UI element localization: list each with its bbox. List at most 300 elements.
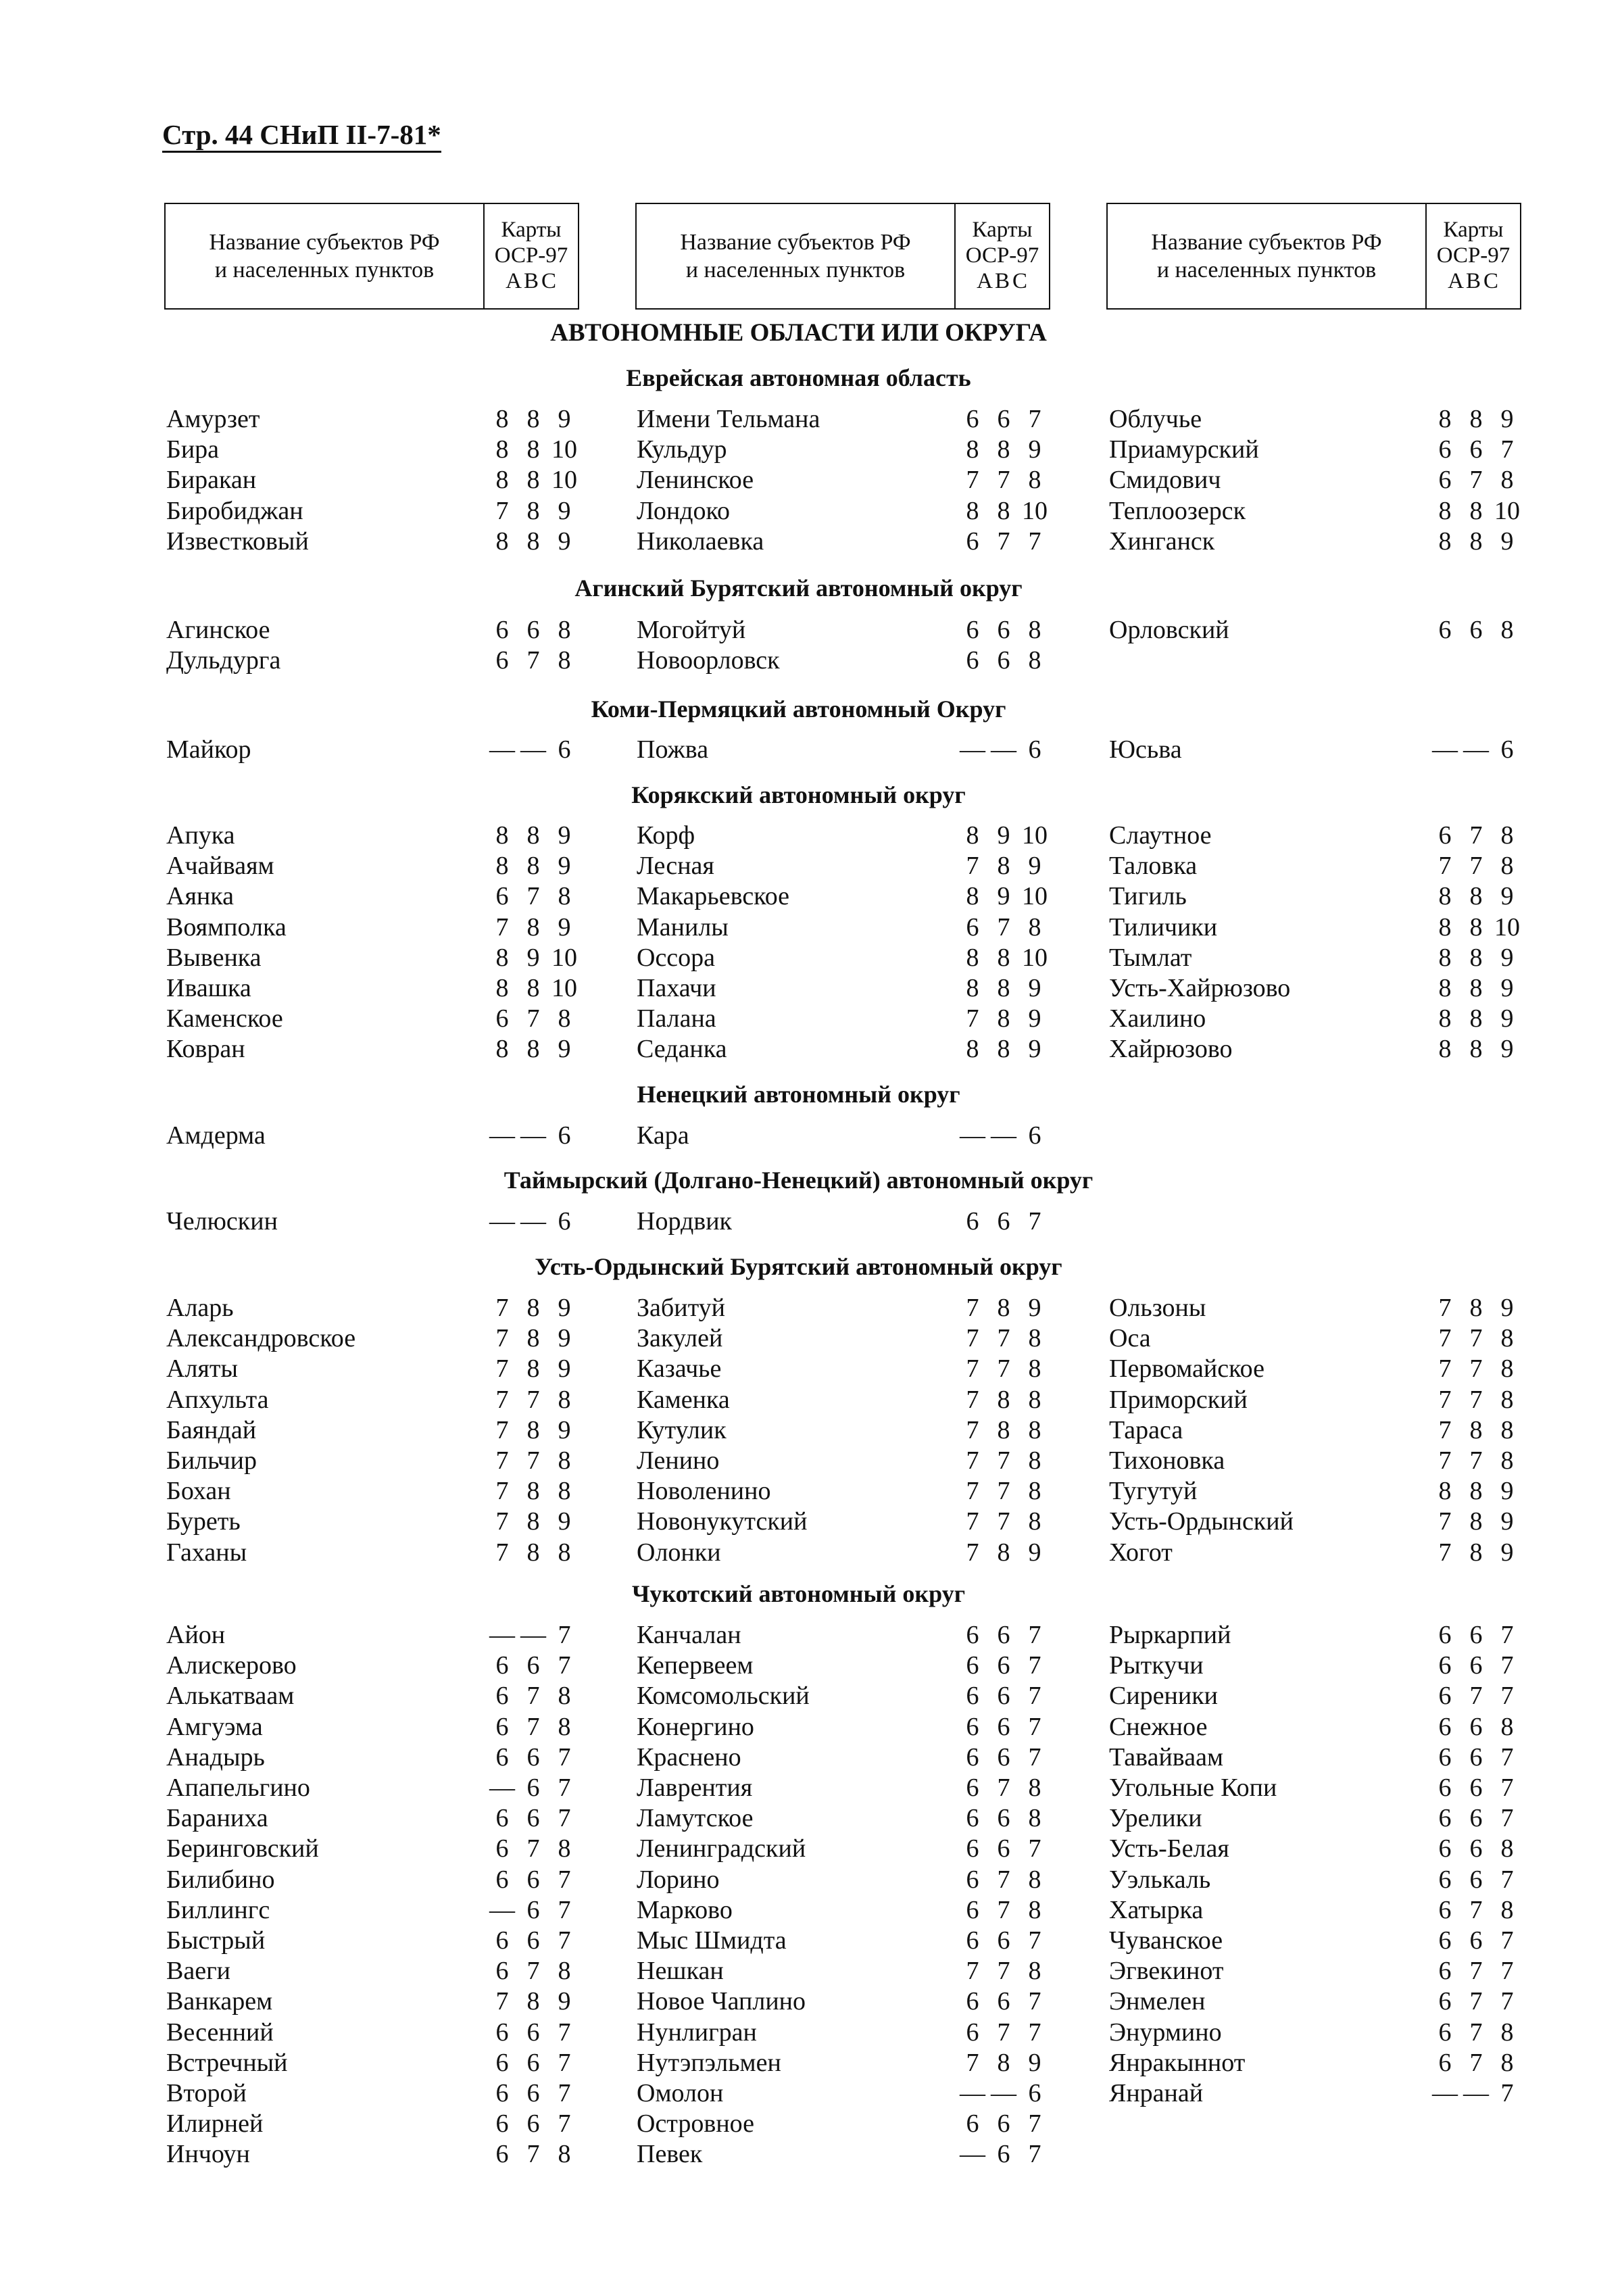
map-a-value: 8 — [495, 1035, 509, 1064]
map-a-value: 6 — [495, 1004, 509, 1033]
map-b-value: 6 — [526, 1804, 540, 1833]
map-c-value: 9 — [558, 405, 571, 433]
map-b-value: 7 — [526, 1712, 540, 1741]
map-c-value: 6 — [1028, 2079, 1041, 2107]
map-a-value: 6 — [495, 2079, 509, 2107]
map-b-value: 7 — [526, 882, 540, 911]
header-name-cell — [164, 203, 485, 310]
map-a-value: 6 — [495, 2140, 509, 2169]
settlement-name: Энмелен — [1109, 1987, 1206, 2016]
map-b-value: 7 — [1469, 1957, 1483, 1986]
map-b-value: 9 — [997, 821, 1010, 850]
map-c-value: 7 — [558, 1651, 571, 1680]
map-a-value: — — [489, 1774, 515, 1802]
map-a-value: — — [960, 735, 985, 764]
map-b-value: 8 — [526, 1324, 540, 1353]
map-c-value: 9 — [1028, 2048, 1041, 2077]
map-b-value: 7 — [997, 527, 1010, 556]
map-c-value: 8 — [1028, 1385, 1041, 1414]
map-c-value: 9 — [558, 1987, 571, 2016]
header-maps-line2: ОСР-97 — [965, 243, 1039, 268]
map-b-value: 6 — [1469, 1834, 1483, 1863]
settlement-name: Известковый — [166, 527, 309, 556]
map-c-value: 7 — [1028, 1682, 1041, 1711]
map-b-value: — — [991, 1121, 1016, 1150]
map-b-value: 7 — [526, 1834, 540, 1863]
map-a-value: 8 — [495, 435, 509, 464]
table-row — [637, 1446, 1069, 1476]
map-c-value: 9 — [558, 496, 571, 525]
header-maps-line1: Карты — [1443, 218, 1504, 243]
settlement-name: Алькатваам — [166, 1682, 295, 1711]
map-a-value: 7 — [966, 1385, 979, 1414]
settlement-name: Кепервеем — [637, 1651, 754, 1680]
settlement-name: Бира — [166, 435, 220, 464]
map-c-value: 7 — [1500, 2079, 1514, 2107]
map-c-value: 7 — [1028, 2109, 1041, 2139]
map-b-value: 6 — [526, 1742, 540, 1772]
section-title: Усть-Ордынский Бурятский автономный округ — [535, 1253, 1062, 1280]
table-row — [637, 1507, 1069, 1537]
map-a-value: — — [489, 1895, 515, 1924]
map-a-value: 6 — [966, 2109, 979, 2139]
map-b-value: 7 — [1469, 1682, 1483, 1711]
map-c-value: 8 — [1500, 1385, 1514, 1414]
map-c-value: 8 — [558, 882, 571, 911]
map-b-value: 6 — [1469, 435, 1483, 464]
settlement-name: Смидович — [1109, 466, 1221, 495]
map-c-value: 9 — [558, 1324, 571, 1353]
map-a-value: 6 — [966, 1742, 979, 1772]
map-a-value: 7 — [966, 1004, 979, 1033]
map-b-value: 8 — [526, 821, 540, 850]
map-a-value: — — [960, 1121, 985, 1150]
table-row — [637, 1865, 1069, 1895]
settlement-name: Аларь — [166, 1294, 234, 1322]
map-a-value: 7 — [1438, 1324, 1452, 1353]
map-b-value: 8 — [997, 2048, 1010, 2077]
map-c-value: 8 — [1028, 466, 1041, 495]
map-b-value: 6 — [1469, 616, 1483, 644]
map-b-value: 8 — [1469, 882, 1483, 911]
map-a-value: 8 — [966, 496, 979, 525]
map-a-value: 8 — [966, 1035, 979, 1064]
map-a-value: 8 — [1438, 912, 1452, 942]
map-a-value: 8 — [1438, 1035, 1452, 1064]
map-b-value: 8 — [526, 1477, 540, 1506]
map-a-value: 6 — [966, 616, 979, 644]
map-b-value: 7 — [526, 646, 540, 675]
map-b-value: 7 — [997, 1774, 1010, 1802]
map-b-value: 6 — [997, 1682, 1010, 1711]
map-a-value: 8 — [966, 974, 979, 1002]
table-row — [637, 1415, 1069, 1446]
map-b-value: 6 — [997, 616, 1010, 644]
settlement-name: Аянка — [166, 882, 235, 911]
table-row — [1109, 465, 1542, 495]
table-row — [166, 1865, 599, 1895]
table-row — [166, 1476, 599, 1507]
map-a-value: 6 — [966, 1682, 979, 1711]
map-a-value: 7 — [966, 1507, 979, 1536]
map-a-value: 6 — [1438, 2048, 1452, 2077]
map-c-value: 7 — [558, 1804, 571, 1833]
map-a-value: 8 — [1438, 527, 1452, 556]
map-a-value: 6 — [966, 1621, 979, 1649]
map-c-value: 7 — [1028, 527, 1041, 556]
map-c-value: 8 — [1028, 1957, 1041, 1986]
table-row — [1109, 912, 1542, 943]
map-b-value: 7 — [997, 1446, 1010, 1475]
map-a-value: 7 — [495, 1385, 509, 1414]
map-b-value: 8 — [997, 496, 1010, 525]
settlement-name: Нунлигран — [637, 2018, 757, 2047]
header-name-line2: и населенных пунктов — [1156, 258, 1377, 283]
map-a-value: 8 — [1438, 1477, 1452, 1506]
map-c-value: 7 — [558, 2109, 571, 2139]
table-row — [637, 1834, 1069, 1864]
map-c-value: 7 — [558, 2079, 571, 2107]
settlement-name: Каменка — [637, 1385, 730, 1414]
map-c-value: 8 — [1028, 912, 1041, 942]
settlement-name: Пахачи — [637, 974, 716, 1002]
map-a-value: 6 — [495, 2048, 509, 2077]
map-a-value: 7 — [1438, 1446, 1452, 1475]
map-b-value: 7 — [1469, 821, 1483, 850]
table-row — [1109, 1446, 1542, 1476]
table-row — [166, 2109, 599, 2139]
map-c-value: 8 — [1028, 1477, 1041, 1506]
map-c-value: 9 — [1500, 1294, 1514, 1322]
table-row — [166, 1926, 599, 1956]
map-b-value: 8 — [1469, 1507, 1483, 1536]
map-a-value: 7 — [495, 1446, 509, 1475]
table-row — [637, 1385, 1069, 1415]
settlement-name: Инчоун — [166, 2140, 250, 2169]
settlement-name: Амдерма — [166, 1121, 266, 1150]
map-a-value: 7 — [966, 1446, 979, 1475]
map-c-value: 8 — [1028, 646, 1041, 675]
settlement-name: Илирней — [166, 2109, 264, 2139]
map-a-value: 7 — [966, 466, 979, 495]
map-b-value: 8 — [997, 1415, 1010, 1444]
table-row — [166, 2018, 599, 2048]
map-a-value: 7 — [1438, 1415, 1452, 1444]
map-b-value: 7 — [1469, 1895, 1483, 1924]
settlement-name: Янракыннот — [1109, 2048, 1246, 2077]
map-c-value: 7 — [1028, 1834, 1041, 1863]
settlement-name: Биракан — [166, 466, 257, 495]
map-c-value: 7 — [1500, 1742, 1514, 1772]
table-row — [1109, 1865, 1542, 1895]
table-row — [1109, 1004, 1542, 1034]
map-b-value: 7 — [997, 1957, 1010, 1986]
settlement-name: Корф — [637, 821, 695, 850]
settlement-name: Бараниха — [166, 1804, 268, 1833]
map-c-value: 8 — [1500, 1834, 1514, 1863]
settlement-name: Рыткучи — [1109, 1651, 1204, 1680]
map-a-value: 7 — [495, 1324, 509, 1353]
table-row — [1109, 1895, 1542, 1926]
header-name-cell — [1106, 203, 1427, 310]
map-c-value: 8 — [558, 2140, 571, 2169]
map-b-value: 6 — [1469, 1712, 1483, 1741]
header-map-a: A — [977, 268, 993, 293]
map-b-value: 7 — [526, 1004, 540, 1033]
map-a-value: 6 — [495, 882, 509, 911]
table-row — [637, 1681, 1069, 1711]
table-row — [1109, 1323, 1542, 1354]
table-row — [637, 1620, 1069, 1651]
settlement-name: Алискерово — [166, 1651, 297, 1680]
map-a-value: 6 — [1438, 1742, 1452, 1772]
settlement-name: Усть-Хайрюзово — [1109, 974, 1291, 1002]
settlement-name: Оссора — [637, 943, 716, 972]
map-b-value: 7 — [1469, 852, 1483, 881]
table-row — [637, 2018, 1069, 2048]
map-b-value: 7 — [526, 1682, 540, 1711]
map-c-value: 7 — [558, 1926, 571, 1955]
map-b-value: 8 — [526, 974, 540, 1002]
map-a-value: 7 — [966, 1354, 979, 1384]
settlement-name: Краснено — [637, 1742, 741, 1772]
map-c-value: 6 — [1500, 735, 1514, 764]
map-b-value: 7 — [1469, 466, 1483, 495]
map-b-value: 8 — [1469, 1415, 1483, 1444]
map-c-value: 10 — [1022, 943, 1048, 972]
table-row — [1109, 2048, 1542, 2078]
table-row — [166, 1712, 599, 1742]
table-row — [1109, 1803, 1542, 1834]
map-c-value: 7 — [1028, 1207, 1041, 1236]
map-a-value: 7 — [1438, 852, 1452, 881]
map-a-value: — — [960, 2079, 985, 2107]
map-c-value: 7 — [1028, 1742, 1041, 1772]
table-row — [637, 821, 1069, 851]
map-a-value: 6 — [495, 1865, 509, 1894]
settlement-name: Ваеги — [166, 1957, 230, 1986]
map-c-value: 7 — [558, 1742, 571, 1772]
table-row — [637, 1004, 1069, 1034]
settlement-name: Таловка — [1109, 852, 1198, 881]
map-a-value: 7 — [495, 1354, 509, 1384]
table-row — [1109, 527, 1542, 557]
map-a-value: 6 — [1438, 1621, 1452, 1649]
map-c-value: 8 — [1028, 616, 1041, 644]
map-c-value: 8 — [1500, 2048, 1514, 2077]
settlement-name: Приамурский — [1109, 435, 1259, 464]
table-row — [166, 1121, 599, 1151]
table-row — [166, 973, 599, 1004]
map-b-value: 7 — [526, 1957, 540, 1986]
map-b-value: 7 — [1469, 1324, 1483, 1353]
map-a-value: 6 — [1438, 616, 1452, 644]
settlement-name: Новое Чаплино — [637, 1987, 806, 2016]
settlement-name: Бильчир — [166, 1446, 257, 1475]
map-c-value: 9 — [558, 1507, 571, 1536]
map-a-value: 6 — [1438, 1712, 1452, 1741]
settlement-name: Янранай — [1109, 2079, 1204, 2107]
map-a-value: 6 — [1438, 1865, 1452, 1894]
map-c-value: 7 — [1028, 1987, 1041, 2016]
settlement-name: Бохан — [166, 1477, 231, 1506]
map-a-value: 7 — [1438, 1507, 1452, 1536]
settlement-name: Энурмино — [1109, 2018, 1222, 2047]
table-row — [166, 1507, 599, 1537]
map-b-value: 6 — [1469, 1621, 1483, 1649]
map-b-value: 9 — [526, 943, 540, 972]
map-a-value: 6 — [966, 1207, 979, 1236]
table-row — [637, 465, 1069, 495]
table-row — [166, 615, 599, 645]
map-c-value: 8 — [558, 1682, 571, 1711]
table-row — [637, 1895, 1069, 1926]
table-row — [166, 465, 599, 495]
map-b-value: 7 — [526, 1385, 540, 1414]
settlement-name: Нордвик — [637, 1207, 733, 1236]
map-c-value: 8 — [558, 1004, 571, 1033]
settlement-name: Николаевка — [637, 527, 764, 556]
settlement-name: Анадырь — [166, 1742, 265, 1772]
settlement-name: Мыс Шмидта — [637, 1926, 787, 1955]
table-row — [1109, 851, 1542, 881]
table-row — [637, 527, 1069, 557]
map-c-value: 9 — [1028, 852, 1041, 881]
settlement-name: Тиличики — [1109, 912, 1218, 942]
settlement-name: Первомайское — [1109, 1354, 1264, 1384]
header-name-line1: Название субъектов РФ — [680, 229, 911, 255]
map-a-value: 8 — [966, 435, 979, 464]
map-b-value: 8 — [997, 1035, 1010, 1064]
map-a-value: 6 — [966, 1865, 979, 1894]
map-c-value: 9 — [1028, 974, 1041, 1002]
map-a-value: 8 — [495, 466, 509, 495]
map-c-value: 7 — [1500, 1651, 1514, 1680]
table-row — [637, 2048, 1069, 2078]
map-a-value: 6 — [966, 646, 979, 675]
map-c-value: 10 — [1022, 882, 1048, 911]
map-a-value: 6 — [966, 912, 979, 942]
settlement-name: Ленинское — [637, 466, 754, 495]
map-b-value: 8 — [526, 1507, 540, 1536]
settlement-name: Усть-Белая — [1109, 1834, 1229, 1863]
map-c-value: 8 — [558, 1834, 571, 1863]
map-c-value: 9 — [558, 1354, 571, 1384]
settlement-name: Айон — [166, 1621, 226, 1649]
map-c-value: 8 — [1028, 1895, 1041, 1924]
map-b-value: 8 — [526, 1987, 540, 2016]
map-c-value: 8 — [1500, 1712, 1514, 1741]
map-c-value: 8 — [558, 616, 571, 644]
table-row — [637, 851, 1069, 881]
table-row — [166, 1651, 599, 1681]
settlement-name: Биробиджан — [166, 496, 303, 525]
map-b-value: 8 — [1469, 912, 1483, 942]
map-c-value: 10 — [1494, 496, 1520, 525]
table-row — [637, 1293, 1069, 1323]
map-c-value: 7 — [1500, 1926, 1514, 1955]
map-c-value: 9 — [558, 527, 571, 556]
map-a-value: 8 — [495, 821, 509, 850]
settlement-name: Олонки — [637, 1538, 721, 1567]
map-a-value: 6 — [966, 2018, 979, 2047]
table-row — [637, 881, 1069, 912]
table-row — [166, 1034, 599, 1065]
table-row — [637, 1206, 1069, 1237]
map-c-value: 8 — [558, 646, 571, 675]
table-row — [1109, 1742, 1542, 1773]
settlement-name: Рыркарпий — [1109, 1621, 1231, 1649]
table-row — [637, 2109, 1069, 2139]
settlement-name: Каменское — [166, 1004, 283, 1033]
map-b-value: 6 — [526, 1865, 540, 1894]
map-c-value: 9 — [558, 852, 571, 881]
map-a-value: 6 — [495, 616, 509, 644]
map-c-value: 9 — [558, 1035, 571, 1064]
table-row — [166, 1415, 599, 1446]
table-row — [166, 912, 599, 943]
section-title: Еврейская автономная область — [626, 364, 971, 391]
table-row — [1109, 496, 1542, 527]
settlement-name: Тавайваам — [1109, 1742, 1223, 1772]
map-c-value: 7 — [1500, 435, 1514, 464]
map-a-value: 6 — [966, 1926, 979, 1955]
map-c-value: 10 — [551, 974, 577, 1002]
map-c-value: 7 — [558, 1621, 571, 1649]
map-b-value: 6 — [526, 1895, 540, 1924]
map-a-value: 7 — [966, 1538, 979, 1567]
settlement-name: Седанка — [637, 1035, 727, 1064]
map-a-value: 6 — [966, 1651, 979, 1680]
map-b-value: 6 — [526, 616, 540, 644]
map-a-value: 6 — [495, 2109, 509, 2139]
settlement-name: Певек — [637, 2140, 703, 2169]
map-a-value: 7 — [966, 1957, 979, 1986]
settlement-name: Кара — [637, 1121, 689, 1150]
settlement-name: Александровское — [166, 1324, 356, 1353]
header-map-b: B — [523, 268, 539, 293]
settlement-name: Хатырка — [1109, 1895, 1204, 1924]
settlement-name: Второй — [166, 2079, 247, 2107]
settlement-name: Ламутское — [637, 1804, 754, 1833]
map-a-value: 8 — [966, 943, 979, 972]
table-row — [1109, 1681, 1542, 1711]
table-row — [1109, 943, 1542, 973]
map-a-value: 6 — [1438, 1682, 1452, 1711]
table-row — [1109, 1293, 1542, 1323]
map-a-value: 7 — [495, 1538, 509, 1567]
map-a-value: 7 — [966, 852, 979, 881]
settlement-name: Комсомольский — [637, 1682, 810, 1711]
header-maps-cell — [485, 203, 579, 310]
header-map-b: B — [994, 268, 1010, 293]
table-header-col3 — [1106, 203, 1521, 310]
map-a-value: — — [1432, 735, 1458, 764]
map-a-value: 8 — [495, 527, 509, 556]
table-row — [1109, 1986, 1542, 2017]
map-a-value: 7 — [966, 1415, 979, 1444]
table-row — [637, 1742, 1069, 1773]
map-c-value: 7 — [1500, 1957, 1514, 1986]
map-b-value: 8 — [526, 912, 540, 942]
settlement-name: Марково — [637, 1895, 733, 1924]
map-a-value: 8 — [1438, 405, 1452, 433]
table-row — [166, 943, 599, 973]
settlement-name: Ивашка — [166, 974, 251, 1002]
header-maps-line1: Карты — [501, 218, 562, 243]
map-b-value: 7 — [526, 1446, 540, 1475]
settlement-name: Апука — [166, 821, 235, 850]
